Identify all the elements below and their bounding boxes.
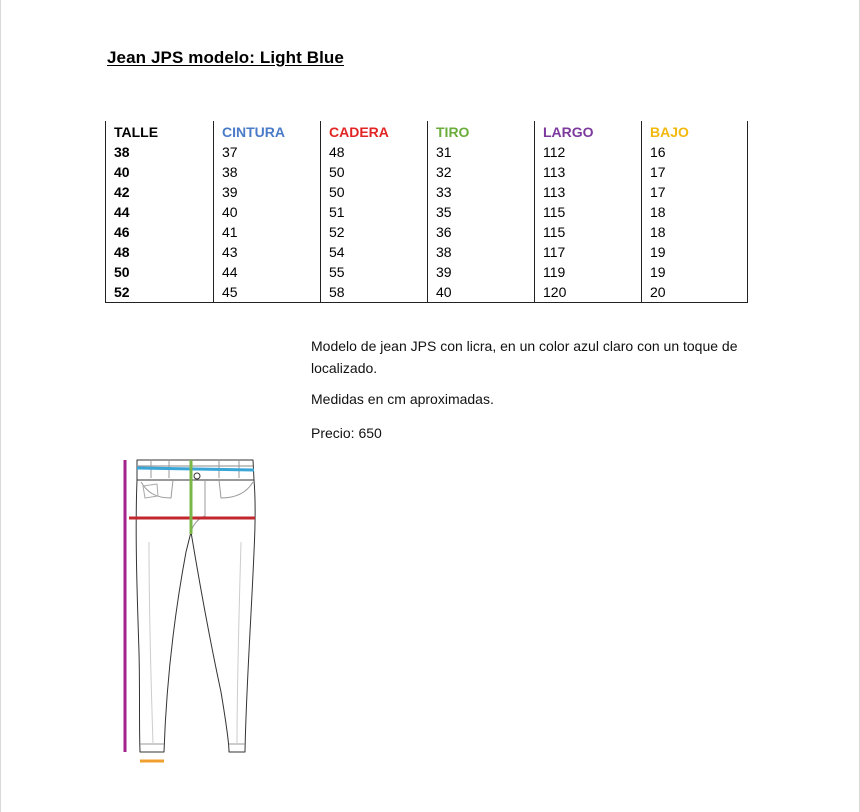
cell-talle: 50 xyxy=(106,262,214,282)
header-cintura: CINTURA xyxy=(214,121,321,142)
header-largo: LARGO xyxy=(535,121,642,142)
cell-bajo: 20 xyxy=(642,282,748,303)
cell-cadera: 55 xyxy=(321,262,428,282)
header-cadera: CADERA xyxy=(321,121,428,142)
header-tiro: TIRO xyxy=(428,121,535,142)
cell-cintura: 45 xyxy=(214,282,321,303)
cell-cintura: 41 xyxy=(214,222,321,242)
cell-cadera: 48 xyxy=(321,142,428,162)
cell-bajo: 16 xyxy=(642,142,748,162)
cell-cadera: 51 xyxy=(321,202,428,222)
table-row xyxy=(106,262,748,282)
cell-cadera: 50 xyxy=(321,162,428,182)
cell-largo: 112 xyxy=(535,142,642,162)
table-header-row xyxy=(106,121,748,142)
cell-bajo: 19 xyxy=(642,242,748,262)
table-row xyxy=(106,182,748,202)
cell-tiro: 36 xyxy=(428,222,535,242)
cell-talle: 42 xyxy=(106,182,214,202)
cell-cintura: 39 xyxy=(214,182,321,202)
cell-largo: 113 xyxy=(535,162,642,182)
cell-cadera: 58 xyxy=(321,282,428,303)
cell-cadera: 54 xyxy=(321,242,428,262)
cintura-line xyxy=(137,468,254,470)
cell-cintura: 40 xyxy=(214,202,321,222)
cell-largo: 115 xyxy=(535,222,642,242)
cell-largo: 115 xyxy=(535,202,642,222)
table-row xyxy=(106,282,748,303)
cell-bajo: 17 xyxy=(642,162,748,182)
cell-largo: 113 xyxy=(535,182,642,202)
cell-tiro: 33 xyxy=(428,182,535,202)
header-talle: TALLE xyxy=(106,121,214,142)
cell-cadera: 50 xyxy=(321,182,428,202)
cell-talle: 40 xyxy=(106,162,214,182)
table-row xyxy=(106,242,748,262)
cell-largo: 119 xyxy=(535,262,642,282)
cell-bajo: 18 xyxy=(642,222,748,242)
cell-largo: 117 xyxy=(535,242,642,262)
cell-bajo: 19 xyxy=(642,262,748,282)
cell-largo: 120 xyxy=(535,282,642,303)
price-text: Precio: 650 xyxy=(311,425,382,441)
cell-talle: 52 xyxy=(106,282,214,303)
cell-talle: 38 xyxy=(106,142,214,162)
cell-cintura: 43 xyxy=(214,242,321,262)
cell-talle: 44 xyxy=(106,202,214,222)
table-row xyxy=(106,162,748,182)
cell-talle: 48 xyxy=(106,242,214,262)
cell-cintura: 44 xyxy=(214,262,321,282)
table-body xyxy=(106,142,748,303)
cell-tiro: 35 xyxy=(428,202,535,222)
cell-bajo: 18 xyxy=(642,202,748,222)
header-bajo: BAJO xyxy=(642,121,748,142)
cell-cintura: 37 xyxy=(214,142,321,162)
cell-bajo: 17 xyxy=(642,182,748,202)
cell-cintura: 38 xyxy=(214,162,321,182)
cell-tiro: 38 xyxy=(428,242,535,262)
cell-tiro: 40 xyxy=(428,282,535,303)
cell-cadera: 52 xyxy=(321,222,428,242)
table-row xyxy=(106,222,748,242)
cell-tiro: 32 xyxy=(428,162,535,182)
measurement-note: Medidas en cm aproximadas. xyxy=(311,391,494,407)
table-row xyxy=(106,142,748,162)
cell-talle: 46 xyxy=(106,222,214,242)
document-title: Jean JPS modelo: Light Blue xyxy=(107,48,344,67)
table-row xyxy=(106,202,748,222)
cell-tiro: 31 xyxy=(428,142,535,162)
jeans-measurement-icon xyxy=(111,452,271,772)
cell-tiro: 39 xyxy=(428,262,535,282)
size-table xyxy=(105,121,748,303)
description-text: Modelo de jean JPS con licra, en un color azul claro con un toque de localizado. xyxy=(311,338,738,376)
